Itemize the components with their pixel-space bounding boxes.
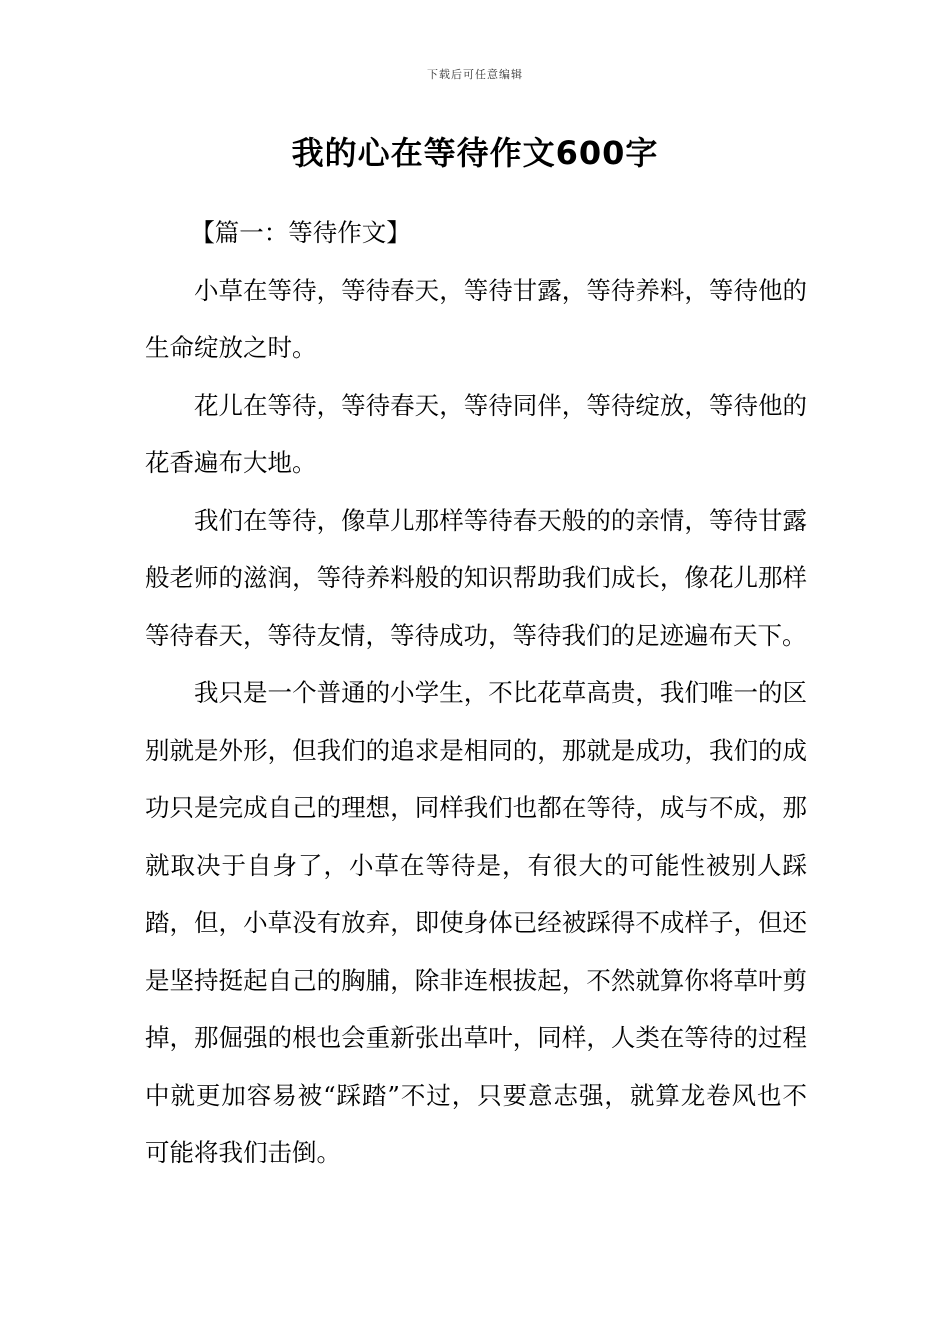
document-title: 我的心在等待作文600字 [291, 134, 659, 172]
paragraph: 小草在等待，等待春天，等待甘露，等待养料，等待他的生命绽放之时。 [145, 275, 807, 362]
paragraph: 花儿在等待，等待春天，等待同伴，等待绽放，等待他的花香遍布大地。 [145, 390, 807, 477]
section-heading: 【篇一：等待作文】 [190, 218, 411, 247]
document-body [145, 204, 807, 1182]
header-note: 下载后可任意编辑 [427, 68, 523, 81]
paragraph: 我们在等待，像草儿那样等待春天般的的亲情，等待甘露般老师的滋润，等待养料般的知识帮助我们成长，像花儿那样等待春天，等待友情，等待成功，等待我们的足迹遍布天下。 [145, 505, 807, 650]
paragraph: 我只是一个普通的小学生，不比花草高贵，我们唯一的区别就是外形，但我们的追求是相同的，那就是成功，我们的成功只是完成自己的理想，同样我们也都在等待，成与不成，那就取决于自身了，小草在等待是，有很大的可能性被别人踩踏，但，小草没有放弃，即使身体已经被踩得不成样子，但还是坚持挺起自己的胸脯，除非连根拔起，不然就算你将草叶剪掉，那倔强的根也会重新张出草叶，同样，人类在等待的过程中就更加容易被“踩踏”不过，只要意志强，就算龙卷风也不可能将我们击倒。 [145, 678, 807, 1167]
